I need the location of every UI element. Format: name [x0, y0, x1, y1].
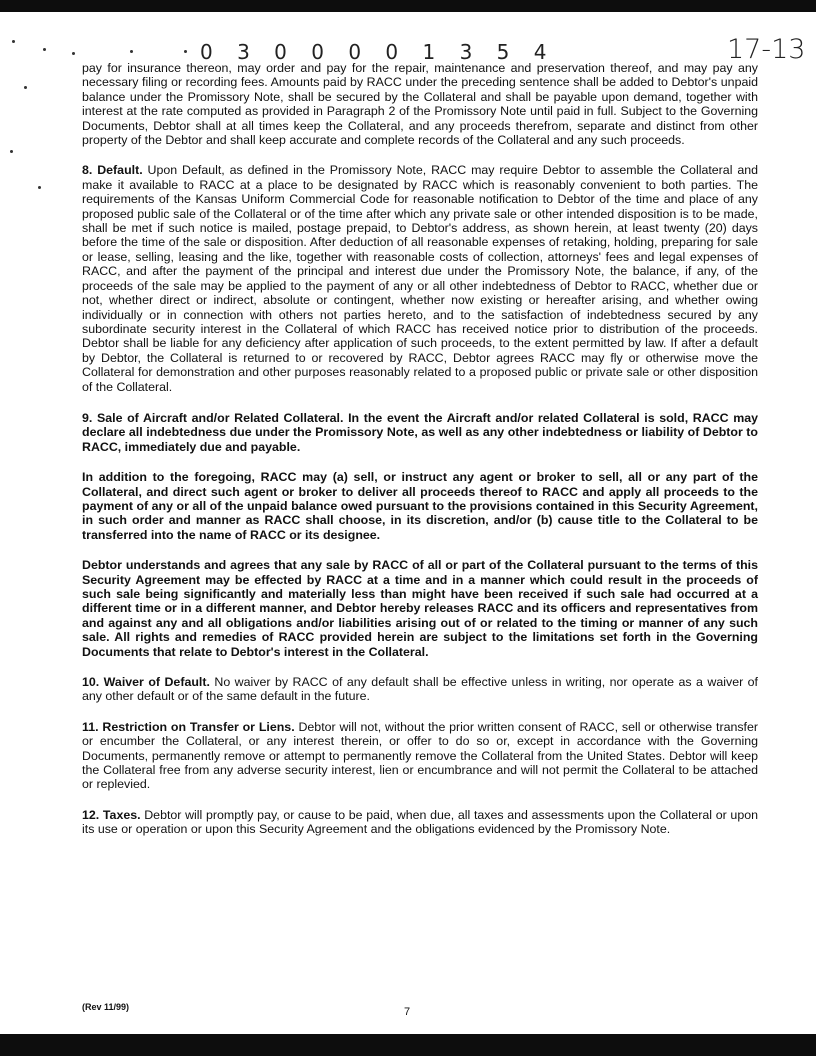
document-stamp-number: 0 3 0 0 0 0 1 3 5 4 — [200, 40, 556, 64]
paragraph-text: Debtor understands and agrees that any sale by RACC of all or part of the Collateral pursuant to the terms of this Security Agreement may be effected by RACC at a time and in a manner which could result in the proceeds of such sale being significantly and materially less than might have been received if such sale had occurred at a different time or in a different manner, and Debtor hereby releases RACC and its officers and representatives from and against any and all obligations and/or liabilities arising out of or related to the timing or manner of any such sale. All rights and remedies of RACC provided herein are subject to the limitations set forth in the Governing Documents that relate to Debtor's interest in the Collateral. — [82, 558, 758, 659]
paragraph-text: pay for insurance thereon, may order and pay for the repair, maintenance and preservation thereof, and may pay any necessary filing or recording fees. Amounts paid by RACC under the preceding sentence shall be added to Debtor's unpaid balance under the Promissory Note, shall be secured by the Collateral and shall be payable upon demand, together with interest at the rate computed as provided in Paragraph 2 of the Promissory Note until paid in full. Subject to the Governing Documents, Debtor shall at all times keep the Collateral, and any proceeds therefrom, separate and distinct from other property of the Debtor and shall keep accurate and complete records of the Collateral and any such proceeds. — [82, 61, 758, 148]
scan-speck — [10, 150, 13, 153]
scan-speck — [24, 86, 27, 89]
handwritten-page-mark: 17-13 — [727, 34, 806, 65]
paragraph-heading: 11. Restriction on Transfer or Liens. — [82, 719, 295, 734]
paragraph-heading: 9. Sale of Aircraft and/or Related Collateral. — [82, 410, 344, 425]
paragraph-text: No waiver by RACC of any default shall be effective unless in writing, nor operate as a waiver of any other default or of the same default in the future. — [82, 675, 759, 704]
scan-border-top — [0, 0, 816, 12]
paragraph-text: In the event the Aircraft and/or related Collateral is sold, RACC may declare all indebtedness due under the Promissory Note, as well as any other indebtedness or liability of Debtor to RACC, immediately due and payable. — [82, 410, 758, 454]
paragraph-insurance-continued — [82, 61, 758, 147]
paragraph-text: Debtor will promptly pay, or cause to be paid, when due, all taxes and assessments upon the Collateral or upon its use or operation or upon this Security Agreement and the obligations evidenced by the Promissory Note. — [82, 807, 758, 837]
scan-speck — [72, 52, 75, 55]
footer-revision: (Rev 11/99) — [82, 1002, 130, 1012]
paragraph-text: Upon Default, as defined in the Promissory Note, RACC may require Debtor to assemble the Collateral and make it available to RACC at a place to be designated by RACC which is reasonably convenient to both parties. The requirements of the Kansas Uniform Commercial Code for reasonable notification to Debtor of the time and place of any proposed public sale of the Collateral or of the time after which any private sale or other intended disposition is to be made, shall be met if such notice is mailed, postage prepaid, to Debtor's address, as shown herein, at least twenty (20) days before the time of the sale or disposition. After deduction of all reasonable expenses of retaking, holding, preparing for sale or lease, selling, leasing and the like, together with reasonable costs of collection, attorneys' fees and legal expenses of RACC, and after the payment of the principal and interest due under the Promissory Note, the balance, if any, of the proceeds of the sale may be applied to the payment of any or all other indebtedness of Debtor to RACC, whether due or not, whether direct or indirect, absolute or contingent, whether now existing or hereafter arising, and whether owing individually or in connection with others not parties hereto, and to the satisfaction of indebtedness secured by any subordinate security interest in the Collateral of which RACC has received notice prior to distribution of the proceeds. Debtor shall be liable for any deficiency after application of such proceeds, to the extent permitted by law. If after a default by Debtor, the Collateral is returned to or recovered by RACC, Debtor agrees RACC may fly or otherwise move the Collateral for demonstration and other purposes reasonably related to a proposed public or private sale or other disposition of the Collateral. — [82, 163, 758, 394]
scan-speck — [184, 50, 187, 53]
paragraph-restriction-on-transfer — [82, 720, 758, 792]
paragraph-heading: 12. Taxes. — [82, 807, 141, 822]
paragraph-waiver-of-default — [82, 675, 758, 704]
paragraph-sale-of-aircraft — [82, 411, 758, 454]
paragraph-text: In addition to the foregoing, RACC may (a) sell, or instruct any agent or broker to sell, all or any part of the Collateral, and direct such agent or broker to deliver all proceeds thereof to RACC and apply all proceeds to the payment of any or all of the unpaid balance owed pursuant to the provisions contained in this Security Agreement, in such order and manner as RACC shall choose, in its discretion, and/or (b) cause title to the Collateral to be transferred into the name of RACC or its designee. — [82, 470, 758, 542]
scan-speck — [43, 48, 46, 51]
paragraph-text: Debtor will not, without the prior written consent of RACC, sell or otherwise transfer or encumber the Collateral, or any interest therein, or offer to do so or, except in accordance with the Governing Documents, permanently remove or attempt to permanently remove the Collateral from the United States. Debtor will keep the Collateral free from any adverse security interest, lien or encumbrance and will not permit the Collateral to be attached or replevied. — [82, 719, 759, 792]
scan-speck — [12, 40, 15, 43]
scan-speck — [130, 50, 133, 53]
paragraph-taxes — [82, 808, 758, 837]
paragraph-default — [82, 163, 758, 394]
footer-page-number: 7 — [404, 1006, 411, 1018]
scan-border-bottom — [0, 1034, 816, 1056]
paragraph-sale-release — [82, 558, 758, 659]
paragraph-heading: 10. Waiver of Default. — [82, 675, 210, 690]
document-body — [82, 61, 758, 853]
paragraph-heading: 8. Default. — [82, 163, 143, 178]
paragraph-sale-addition — [82, 470, 758, 542]
scan-speck — [38, 186, 41, 189]
